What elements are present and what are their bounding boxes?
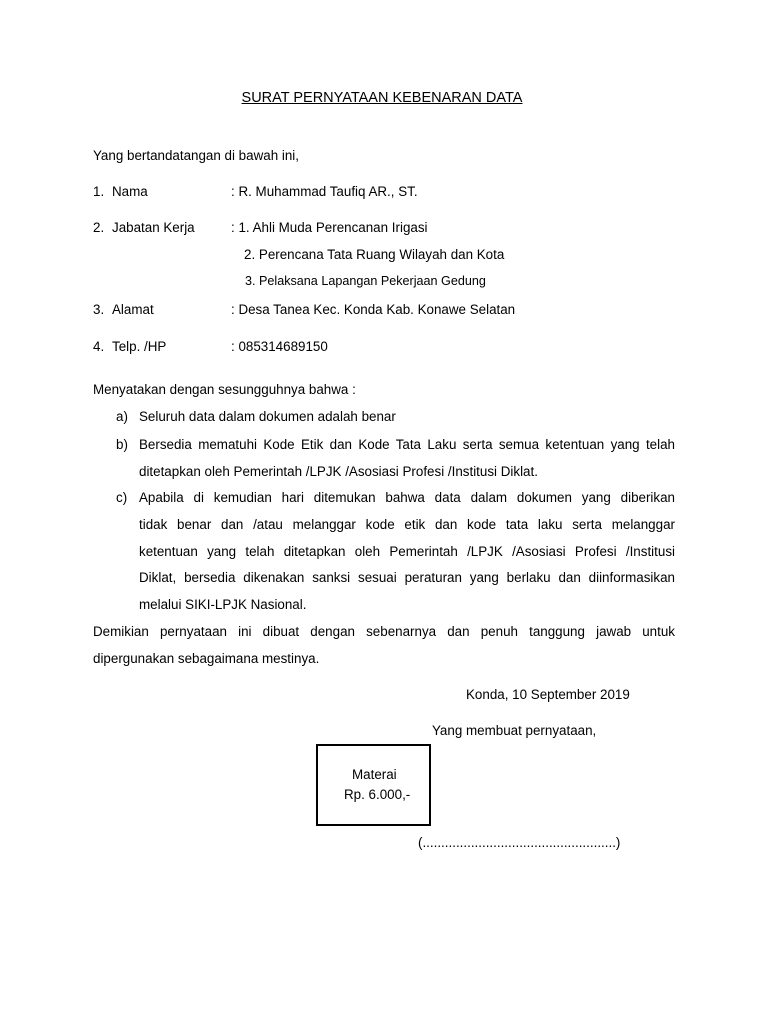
list-marker-a: a)	[116, 409, 128, 424]
field-number: 2.	[93, 220, 105, 235]
closing-line: Demikian pernyataan ini dibuat dengan sebenarnya dan penuh tanggung jawab untuk	[93, 624, 675, 639]
field-value-nama: : R. Muhammad Taufiq AR., ST.	[231, 184, 418, 199]
closing-line: dipergunakan sebagaimana mestinya.	[93, 651, 320, 666]
field-label-jabatan: Jabatan Kerja	[112, 220, 195, 235]
field-value-telp: : 085314689150	[231, 339, 328, 354]
field-value-jabatan-1: : 1. Ahli Muda Perencanan Irigasi	[231, 220, 428, 235]
field-value-jabatan-3: 3. Pelaksana Lapangan Pekerjaan Gedung	[245, 274, 486, 288]
field-value-jabatan-2: 2. Perencana Tata Ruang Wilayah dan Kota	[244, 247, 505, 262]
place-date: Konda, 10 September 2019	[466, 687, 630, 702]
signature-line: (....................................................)	[418, 835, 621, 850]
point-c-line: Diklat, bersedia dikenakan sanksi sesuai peraturan yang berlaku dan diinformasikan	[139, 570, 675, 585]
field-value-alamat: : Desa Tanea Kec. Konda Kab. Konawe Selatan	[231, 302, 516, 317]
stamp-label: Materai	[352, 767, 397, 782]
list-marker-c: c)	[116, 490, 128, 505]
point-b-line: ditetapkan oleh Pemerintah /LPJK /Asosiasi Profesi /Institusi Diklat.	[139, 464, 538, 479]
stamp-amount: Rp. 6.000,-	[344, 787, 411, 802]
maker-label: Yang membuat pernyataan,	[432, 723, 597, 738]
field-label-nama: Nama	[112, 184, 148, 199]
point-c-line: Apabila di kemudian hari ditemukan bahwa data dalam dokumen yang diberikan	[139, 490, 675, 505]
field-label-alamat: Alamat	[112, 302, 154, 317]
point-a-text: Seluruh data dalam dokumen adalah benar	[139, 409, 396, 424]
intro-text: Yang bertandatangan di bawah ini,	[93, 148, 299, 163]
document-title: SURAT PERNYATAAN KEBENARAN DATA	[241, 90, 523, 106]
point-c-line: melalui SIKI-LPJK Nasional.	[139, 597, 307, 612]
point-b-line: Bersedia mematuhi Kode Etik dan Kode Tata Laku serta semua ketentuan yang telah	[139, 437, 675, 452]
field-number: 4.	[93, 339, 105, 354]
point-c-line: tidak benar dan /atau melanggar kode etik dan kode tata laku serta melanggar	[139, 517, 675, 532]
stamp-box	[316, 744, 431, 826]
field-number: 1.	[93, 184, 105, 199]
field-number: 3.	[93, 302, 105, 317]
field-label-telp: Telp. /HP	[112, 339, 167, 354]
point-c-line: ketentuan yang telah ditetapkan oleh Pemerintah /LPJK /Asosiasi Profesi /Institusi	[139, 544, 675, 559]
list-marker-b: b)	[116, 437, 128, 452]
statement-intro: Menyatakan dengan sesungguhnya bahwa :	[93, 382, 356, 397]
